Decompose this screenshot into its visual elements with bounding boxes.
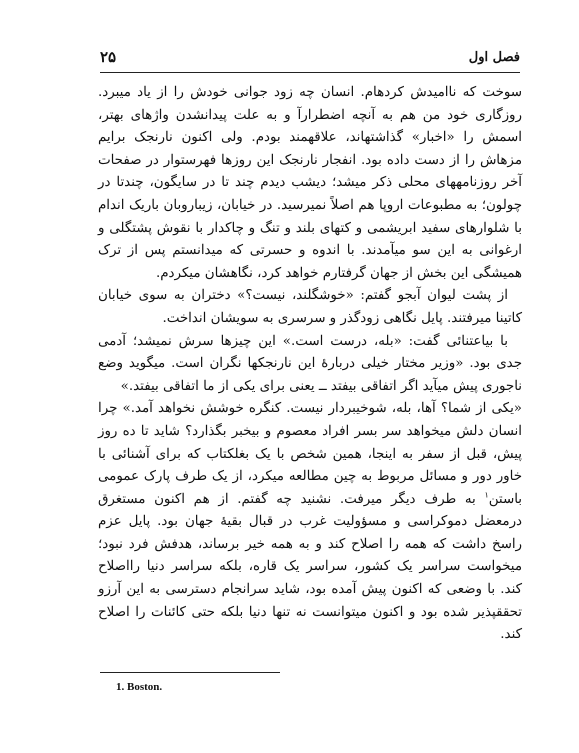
paragraph-4 — [98, 398, 522, 647]
paragraph-4-part-1: «یکی از شما؟ آها، بله، شوخیبردار نیست. کنگره خوشش نخواهد آمد.» چرا انسان دلش میخواهد سر بسر افراد معصوم و بیخبر بگذارد؟ شاید تا ده روز پیش، قبل از سفر به اینجا، همین شخص با یک بغلکتاب که برای آشنائی با خاور دور و مسائل مربوط به چین مطالعه میکرد، از یک طرف پارک عمومی باستن — [98, 401, 522, 507]
page-number: ۲۵ — [100, 48, 117, 66]
footnote: 1. Boston. — [116, 681, 163, 693]
header-rule — [100, 72, 520, 73]
body-text — [98, 82, 522, 647]
paragraph-2: از پشت لیوان آبجو گفتم: «خوشگلند، نیست؟» دختران به سوی خیابان کاتینا میرفتند. پایل نگاهی زودگذر و سرسری به سویشان انداخت. — [98, 288, 522, 326]
paragraph-4-part-2: به طرف دیگر میرفت. نشنید چه گفتم. از هم اکنون مستغرق درمعضل دموکراسی و مسؤولیت غرب در قبال بقیهٔ جهان بود. پایل عزم راسخ داشت که همه را اصلاح کند و به همه خیر برساند، هدفش فرد نبود؛ میخواست سراسر یک کشور، سراسر یک قاره، بلکه سراسر دنیا رااصلاح کند. با وضعی که اکنون پیش آمده بود، شاید سرانجام دسترسی به این آرزو تحققپذیر شده بود و اکنون میتوانست نه تنها دنیا بلکه حتی کائنات را اصلاح کند. — [98, 491, 522, 643]
paragraph-3: با بیاعتنائی گفت: «بله، درست است.» این چیزها سرش نمیشد؛ آدمی جدی بود. «وزیر مختار خیلی دربارهٔ این نارنجکها نگران است. میگوید وضع ناجوری پیش میآید اگر اتفاقی بیفتد ــ یعنی برای یکی از ما اتفاقی بیفتد.» — [98, 333, 522, 394]
page-header — [100, 48, 520, 72]
paragraph-1: سوخت که ناامیدش کردهام. انسان چه زود جوانی خودش را از یاد میبرد. روزگاری خود من هم به آنچه اضطرارآ و به علت پیدانشدن واژهای بهتر، اسمش را «اخبار» گذاشتهاند، علاقهمند بودم. ولی اکنون نارنجک برایم مزهاش را از دست داده بود. انفجار نارنجک این روزها فهرستوار در صفحات آخر روزنامههای محلی ذکر میشد؛ دیشب دیدم چند تا در سایگون، چندتا در چولون؛ به مطبوعات اروپا هم اصلاً نمیرسید. در خیابان، زیباروبان باریک اندام با شلوارهای سفید ابریشمی و کتهای بلند و تنگ و چاکدار با نقوش پشتگلی و ارغوانی به این سو میآمدند. با اندوه و حسرتی که میدانستم پس از ترک همیشگی این بخش از جهان گرفتارم خواهد کرد، نگاهشان میکردم. — [98, 85, 522, 281]
footnote-marker: ۱ — [484, 490, 489, 500]
footnote-rule — [100, 672, 280, 673]
running-head: فصل اول — [468, 50, 520, 65]
